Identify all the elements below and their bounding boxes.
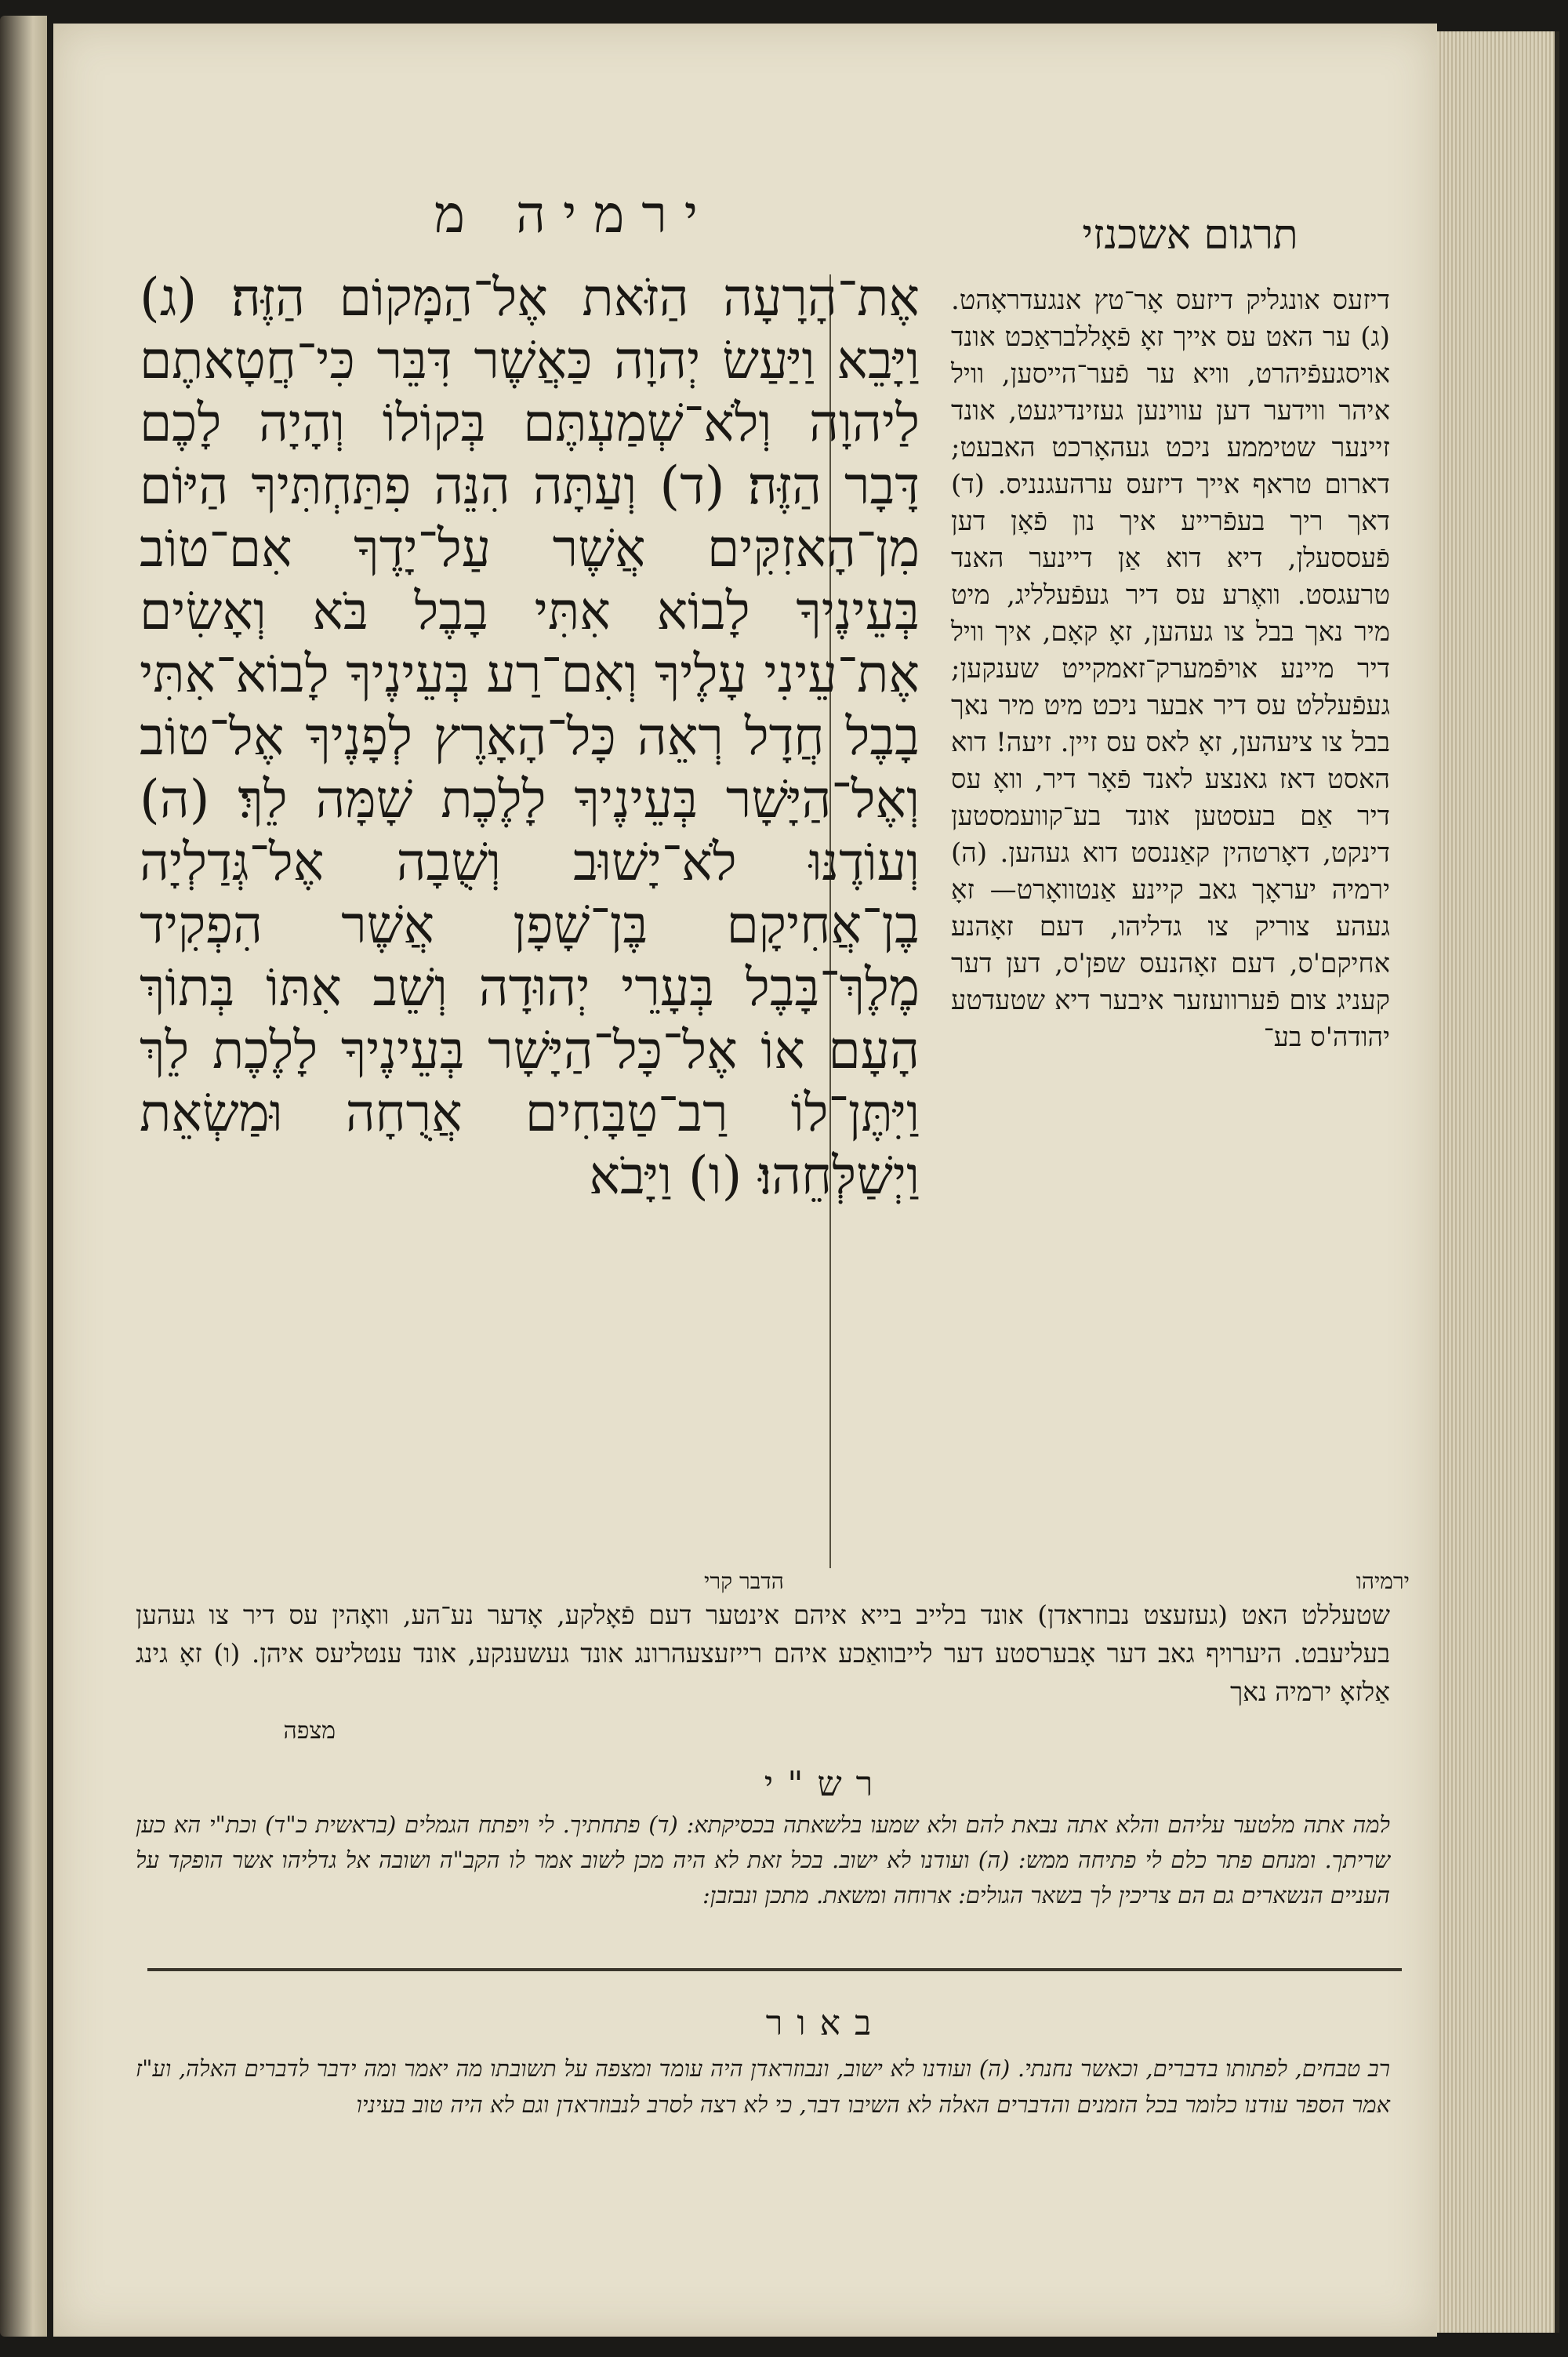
translation-continuation: שטעללט האט (געזעצט נבוזראדן) אונד בלייב בייא איהם אינטער דעם פֿאָלקע, אָדער נע־הע, וואָהין עס דיר צו געהען בעליעבט. היערויף גאב דער אָבערסטע דער לייבוואַכע איהם רייזעצעהרונג אונד געשענקע, אונד ענטליעס איהן. (ו) זאָ גינג אַלזאָ ירמיה נאך — [136, 1600, 1390, 1707]
translation-header: תרגום אשכנזי — [1082, 212, 1298, 259]
biur-header: באור — [765, 2003, 886, 2043]
facing-page-edge — [0, 16, 47, 2337]
rashi-commentary: למה אתה מלטער עליהם והלא אתה נבאת להם ולא שמעו בלשאתה בכסיקתא: (ד) פתחתיך. לי ויפתח הגמלים (בראשית כ"ד) וכת"י הא כען שריתך. ומנחם פתר כלם לי פתיחה ממש: (ה) ועודנו לא ישוב. בכל זאת לא היה מכן לשוב אמר לו הקב"ה ושובה אל גדליהו אשר הופקד על העניים הנשארים גם הם צריכין לך בשאר הגולים: ארוחה ומשאת. מתכן ונבזבן: — [136, 1811, 1390, 1908]
catchword-left: הדבר קרי — [704, 1568, 784, 1594]
page-stack-edge — [1437, 31, 1559, 2333]
section-rule — [147, 1968, 1402, 1971]
running-header: ירמיה מ — [434, 184, 716, 245]
biur-commentary: רב טבחים, לפתותו בדברים, וכאשר נחנתי. (ה) ועודנו לא ישוב, ונבוזראדן היה עומד ומצפה על תשובתו מה יאמר ומה ידבר לדברים האלה, וע"ז אמר הספר עודנו כלומר בכל הזמנים והדברים האלה לא השיבו דבר, כי לא רצה לסרב לנבוזראדן וגם לא היה טוב בעיניו — [136, 2055, 1390, 2118]
hebrew-main-text: אֶת־הָרָעָה הַזֹּאת אֶל־הַמָּקוֹם הַזֶּה׃ (ג) וַיָּבֵא וַיַּעַשׂ יְהוָה כַּאֲשֶׁר דִּבֵּר כִּי־חֲטָאתֶם לַיהוָה וְלֹא־שְׁמַעְתֶּם בְּקוֹלוֹ וְהָיָה לָכֶם דָּבָר הַזֶּה׃ (ד) וְעַתָּה הִנֵּה פִתַּחְתִּיךָ הַיּוֹם מִן־הָאזִקִּים אֲשֶׁר עַל־יָדֶךָ אִם־טוֹב בְּעֵינֶיךָ לָבוֹא אִתִּי בָבֶל בֹּא וְאָשִׂים אֶת־עֵינִי עָלֶיךָ וְאִם־רַע בְּעֵינֶיךָ לָבוֹא־אִתִּי בָבֶל חֲדָל רְאֵה כָּל־הָאָרֶץ לְפָנֶיךָ אֶל־טוֹב וְאֶל־הַיָּשָׁר בְּעֵינֶיךָ לָלֶכֶת שָׁמָּה לֵךְ׃ (ה) וְעוֹדֶנּוּ לֹא־יָשׁוּב וְשֻׁבָה אֶל־גְּדַלְיָה בֶן־אֲחִיקָם בֶּן־שָׁפָן אֲשֶׁר הִפְקִיד מֶלֶךְ־בָּבֶל בְּעָרֵי יְהוּדָה וְשֵׁב אִתּוֹ בְּתוֹךְ הָעָם אוֹ אֶל־כָּל־הַיָּשָׁר בְּעֵינֶיךָ לָלֶכֶת לֵךְ וַיִּתֶּן־לוֹ רַב־טַבָּחִים אֲרֻחָה וּמַשְׂאֵת וַיְשַׁלְּחֵהוּ׃ (ו) וַיָּבֹא — [140, 267, 920, 1206]
book-page — [53, 24, 1437, 2337]
catchword-right: ירמיהו — [1356, 1568, 1410, 1594]
catchword-bottom: מצפה — [283, 1717, 336, 1745]
german-translation-text: דיזעס אונגליק דיזעס אָר־טץ אנגעדראָהט. (ג) ער האט עס אייך זאָ פֿאָללבראַכט אונד אויסגעפֿיהרט, וויא ער פֿער־הייסען, וויל איהר ווידער דען עווינען געזינדיגעט, אונד זיינער שטיממע ניכט געהאָרכט האבעט; דארום טראף אייך דיזעס ערהעגנניס. (ד) דאך ריך בעפֿרייע איך נון פֿאָן דען פֿעססעלן, דיא דוא אַן דיינער האנד טרעגסט. וואֶרע עס דיר געפֿעלליג, מיט מיר נאך בבל צו געהען, זאָ קאָם, איך וויל דיר מיינע אויפֿמערק־זאמקייט שענקען; געפֿעללט עס דיר אבער ניכט מיט מיר נאך בבל צו ציעהען, זאָ לאס עס זיין. זיעה! דוא האסט דאז גאנצע לאנד פֿאָר דיר, וואָ עס דיר אַם בעסטען אונד בע־קוועמסטען דינקט, דאָרטהין קאַננסט דוא געהען. (ה) ירמיה יעראָך גאב קיינע אַנטוואָרט— זאָ געהע צוריק צו גדליהו, דעם זאָהנע אחיקם'ס, דעם זאָהנעס שפן'ס, דען דער קעניג צום פֿערוועזער איבער דיא שטעדטע יהודה'ס בע־ — [951, 285, 1390, 1053]
rashi-header: רש"י — [764, 1764, 887, 1804]
